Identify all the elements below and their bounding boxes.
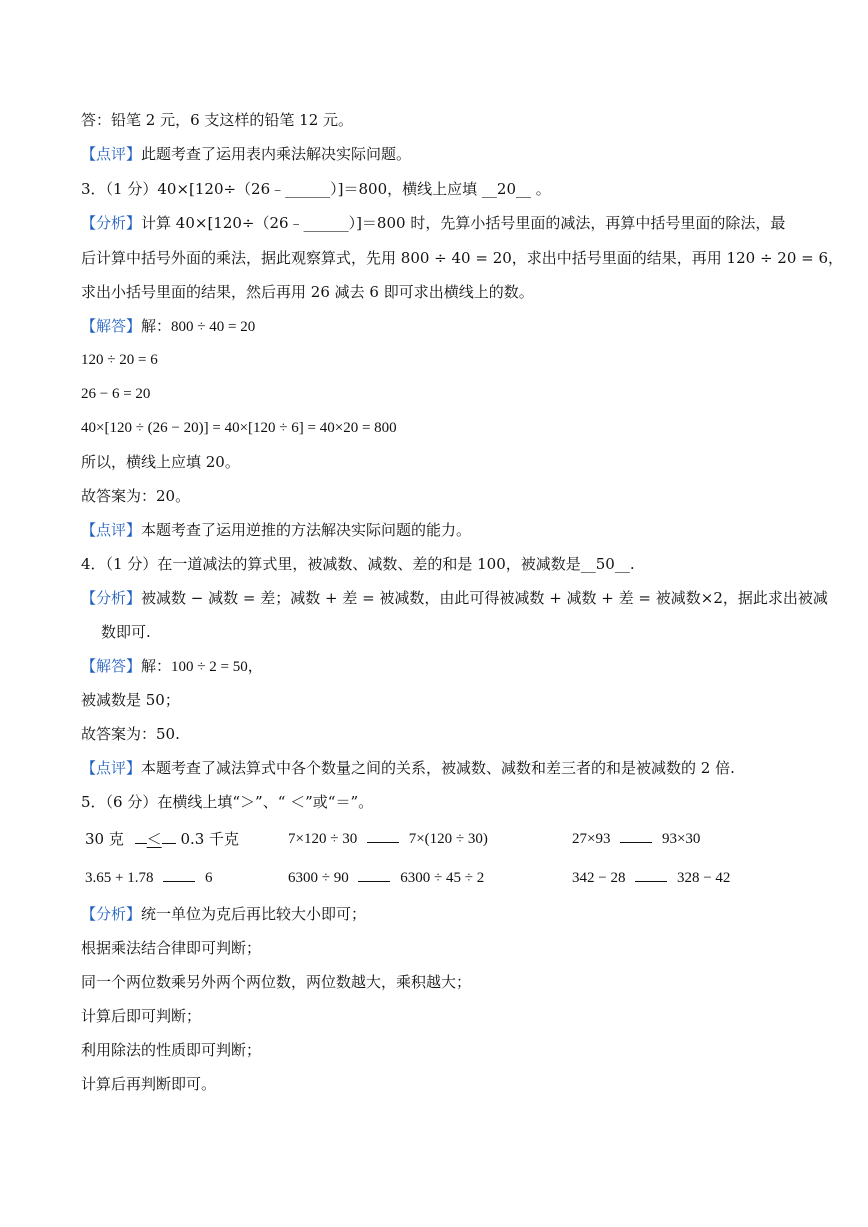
compare-left: 27×93 (572, 831, 611, 847)
question-4-text: 4．（1 分）在一道减法的算式里，被减数、减数、差的和是 100，被减数是 (81, 555, 581, 573)
comment-tag-2: 【点评】 (81, 521, 142, 539)
comment-text-q4: 本题考查了减法算式中各个数量之间的关系，被减数、减数和差三者的和是被减数的 2 倍. (141, 759, 735, 777)
final-answer: 故答案为：20。 (81, 487, 191, 505)
analysis-q5-line-4: 计算后即可判断； (81, 1007, 202, 1025)
compare-r2c3 (572, 867, 730, 889)
analysis-line-q4-2: 数即可. (101, 623, 151, 641)
solution-step-3: 40×[120 ÷ (26 − 20)] = 40×[120 ÷ 6] = 40×20 = 800 (81, 420, 397, 436)
analysis-line (81, 212, 785, 234)
analysis-q5-line-2: 根据乘法结合律即可判断； (81, 939, 262, 957)
solution-line (81, 315, 255, 338)
compare-right: 93×30 (661, 831, 701, 847)
analysis-line-q4 (81, 587, 828, 609)
compare-left: 30 克 (85, 830, 124, 848)
compare-left: 3.65 + 1.78 (85, 870, 154, 886)
solution-conclusion: 所以，横线上应填 20。 (81, 453, 240, 471)
question-3-end: 。 (531, 180, 551, 198)
compare-blank (358, 867, 390, 882)
compare-right: 0.3 千克 (180, 830, 240, 848)
compare-blank (635, 867, 667, 882)
question-3 (81, 178, 551, 200)
compare-right: 6300 ÷ 45 ÷ 2 (400, 870, 485, 886)
compare-r2c1 (85, 867, 212, 889)
analysis-q5-line-5: 利用除法的性质即可判断； (81, 1041, 262, 1059)
analysis-line-2: 后计算中括号外面的乘法，据此观察算式，先用 800 ÷ 40 = 20，求出中括号里面的结果，再用 120 ÷ 20 = 6， (81, 249, 844, 267)
solution-q4-step: 被减数是 50； (81, 691, 180, 709)
compare-right: 7×(120 ÷ 30) (408, 831, 488, 847)
comment-tag-q4: 【点评】 (81, 759, 142, 777)
comment-line (81, 143, 411, 165)
compare-r2c2 (288, 867, 484, 889)
question-3-text: 3．（1 分）40×[120÷（26﹣______）]＝800，横线上应填 (81, 180, 482, 198)
comment-text: 此题考查了运用表内乘法解决实际问题。 (141, 145, 412, 163)
analysis-q5-line-3: 同一个两位数乘另外两个两位数，两位数越大，乘积越大； (81, 973, 472, 991)
comment-line-q4 (81, 757, 735, 779)
analysis-text-q5: 统一单位为克后再比较大小即可； (141, 905, 367, 923)
final-answer-q4: 故答案为：50. (81, 725, 180, 743)
analysis-text-q4: 被减数 − 减数 = 差；减数 + 差 = 被减数，由此可得被减数 + 减数 + 差 = 被减数×2，据此求出被减 (141, 589, 828, 607)
compare-right: 328 − 42 (676, 870, 731, 886)
compare-r1c1 (85, 828, 239, 850)
question-4-answer: __50__ (580, 555, 630, 573)
question-3-answer: __20__ (481, 180, 531, 198)
analysis-tag: 【分析】 (81, 214, 142, 232)
comment-text-2: 本题考查了运用逆推的方法解决实际问题的能力。 (141, 521, 472, 539)
compare-blank (620, 828, 652, 843)
compare-r1c2 (288, 828, 488, 850)
analysis-q5-line-6: 计算后再判断即可。 (81, 1075, 217, 1093)
solution-text: 解：800 ÷ 40 = 20 (141, 319, 256, 335)
question-4 (81, 553, 635, 575)
compare-left: 7×120 ÷ 30 (288, 831, 358, 847)
solution-line-q4 (81, 655, 263, 678)
compare-r1c3 (572, 828, 700, 850)
answer-line: 答：铅笔 2 元，6 支这样的铅笔 12 元。 (81, 111, 354, 129)
solution-step-1: 120 ÷ 20 = 6 (81, 352, 158, 368)
solution-step-2: 26 − 6 = 20 (81, 386, 151, 402)
comment-line-2 (81, 519, 471, 541)
question-4-end: . (629, 555, 635, 573)
compare-blank (367, 828, 399, 843)
compare-right: 6 (204, 870, 213, 886)
compare-blank (163, 867, 195, 882)
solution-text-q4: 解：100 ÷ 2 = 50， (141, 659, 263, 675)
comment-tag: 【点评】 (81, 145, 142, 163)
compare-left: 342 − 28 (572, 870, 626, 886)
analysis-tag-q5: 【分析】 (81, 905, 142, 923)
analysis-line-3: 求出小括号里面的结果，然后再用 26 减去 6 即可求出横线上的数。 (81, 283, 534, 301)
analysis-tag-q4: 【分析】 (81, 589, 142, 607)
compare-left: 6300 ÷ 90 (288, 870, 349, 886)
solution-tag-q4: 【解答】 (81, 657, 142, 675)
solution-tag: 【解答】 (81, 317, 142, 335)
analysis-text: 计算 40×[120÷（26﹣______）]＝800 时，先算小括号里面的减法，再算中括号里面的除法，最 (141, 214, 786, 232)
analysis-line-q5 (81, 903, 366, 925)
question-5: 5．（6 分）在横线上填“＞”、“ ＜”或“＝”。 (81, 793, 374, 811)
compare-answer: ＜ (146, 830, 162, 848)
